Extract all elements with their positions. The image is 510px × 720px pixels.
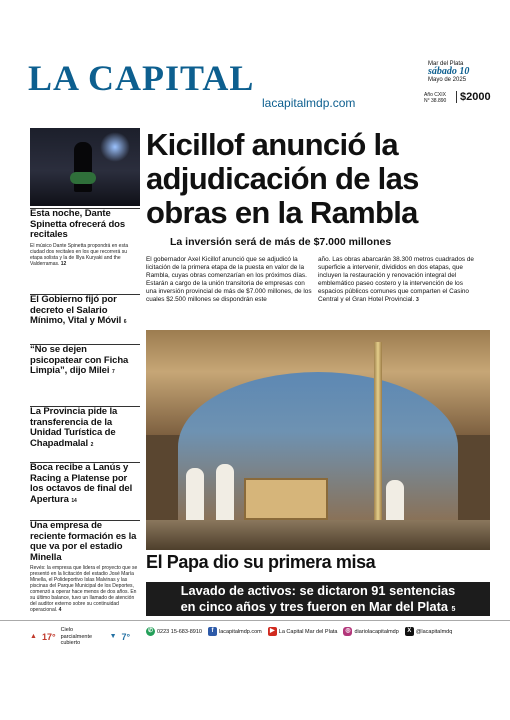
price-label: $2000 — [456, 91, 491, 103]
story-headline: Esta noche, Dante Spinetta ofrecerá dos recitales — [30, 208, 126, 240]
story-body: El músico Dante Spinetta propondrá en esta ciudad dos recitales en los que recorrerá su etapa solista y la de Illya Kuryaki and the Valderramas. 12 — [30, 242, 129, 267]
chapel-floor — [146, 520, 490, 550]
social-instagram[interactable]: ◎ diariolacapitalmdp — [345, 628, 399, 635]
story-headline: La Provincia pide la transferencia de la Unidad Turística de Chapadmalal 2 — [30, 406, 118, 449]
altar — [244, 478, 328, 520]
story-salario-minimo[interactable] — [30, 294, 140, 328]
main-headline: Kicillof anunció la adjudicación de las obras en la Rambla — [146, 127, 419, 230]
social-x[interactable]: X @lacapitalmdq — [405, 627, 452, 636]
main-lede-col1: El gobernador Axel Kicillof anunció que se adjudicó la licitación de la primera etapa de la puesta en valor de la Rambla, cuyas obras comenzarían en los próximos días. Estarán a cargo de la unión transitoria de empresas con una inversión provincial de más de $7.000 millones, de los cuales $2.500 millones se dispondrán este — [146, 256, 312, 303]
story-spinetta[interactable] — [30, 208, 140, 267]
day-label: sábado 10 — [428, 66, 470, 77]
social-whatsapp[interactable]: ✆ 0223 15-683-8910 — [147, 628, 202, 635]
temp-low: 7° — [121, 631, 131, 642]
stage-light-icon — [100, 132, 130, 162]
whatsapp-icon: ✆ — [147, 628, 154, 634]
left-column — [30, 128, 140, 644]
main-deck: La inversión será de más de $7.000 millones — [170, 236, 392, 248]
spinetta-concert-photo — [30, 128, 140, 206]
paschal-candle-icon — [374, 342, 382, 522]
temp-high: 17° — [41, 631, 56, 642]
pope-figure — [216, 464, 234, 524]
weather-widget — [30, 627, 130, 647]
x-icon: X — [405, 627, 414, 636]
story-body: Revés: la empresa que lidera el proyecto que se presentó en la licitación del estadio José María Minella, el Polideportivo Islas Malvinas y las piscinas del Parque Municipal de los Deportes, comenzó a operar hace menos de dos años. En su último balance, tuvo un llamado de atención del auditor externo sobre su continuidad operacional. 4 — [30, 565, 138, 613]
cleric-figure — [186, 468, 204, 528]
story-milei[interactable] — [30, 344, 140, 378]
social-youtube[interactable]: ▶ La Capital Mar del Plata — [268, 627, 338, 636]
story-boca-racing[interactable] — [30, 462, 140, 506]
story-headline: El Gobierno fijó por decreto el Salario Mínimo, Vital y Móvil 6 — [30, 294, 127, 326]
edition-date — [428, 60, 488, 84]
city-label: Mar del Plata — [428, 61, 464, 67]
main-headline-block[interactable] — [146, 128, 490, 230]
sistine-chapel-photo — [146, 330, 490, 550]
story-chapadmalal[interactable] — [30, 406, 140, 450]
guitar-icon — [70, 172, 96, 184]
musician-figure — [74, 142, 92, 192]
instagram-icon: ◎ — [345, 628, 351, 634]
issue-number: N° 38.890 — [424, 98, 447, 104]
lavado-activos-banner[interactable] — [146, 582, 490, 616]
website-link[interactable]: lacapitalmdp.com — [262, 96, 356, 110]
main-lede-col2: año. Las obras abarcarán 38.300 metros cuadrados de superficie a intervenir, divididos en dos etapas, que incluyen la restauración y renovación integral del emblemático paseo costero y la intervención de los espacios públicos comunes que comparten el Casino Central y el Gran Hotel Provincial. 3 — [318, 256, 474, 303]
month-label: Mayo de 2025 — [428, 77, 467, 83]
story-headline: Una empresa de reciente formación es la que va por el estadio Minella — [30, 520, 137, 563]
issue-info — [424, 92, 446, 104]
sun-icon: ▲ — [30, 633, 37, 641]
weather-desc: Cielo parcialmente cubierto — [60, 627, 93, 646]
story-headline: Boca recibe a Lanús y Racing a Platense por los octavos de final del Apertura 14 — [30, 462, 133, 505]
banner-line2: en cinco años y tres fueron en Mar del Plata 5 — [180, 599, 456, 614]
story-headline: “No se dejen psicopatear con Ficha Limpia”, dijo Milei 7 — [30, 344, 129, 376]
masthead — [0, 0, 510, 118]
story-minella[interactable] — [30, 520, 140, 613]
banner-line1: Lavado de activos: se dictaron 91 sentencias — [180, 583, 456, 598]
papa-headline[interactable]: El Papa dio su primera misa — [146, 552, 376, 572]
facebook-icon: f — [208, 627, 217, 636]
social-links — [146, 627, 452, 636]
youtube-icon: ▶ — [268, 627, 277, 636]
cold-icon: ▼ — [109, 633, 117, 641]
year-label: Año CXIX — [424, 92, 446, 98]
social-facebook[interactable]: f lacapitalmdp.com — [208, 627, 262, 636]
newspaper-logo: LA CAPITAL — [28, 58, 255, 98]
